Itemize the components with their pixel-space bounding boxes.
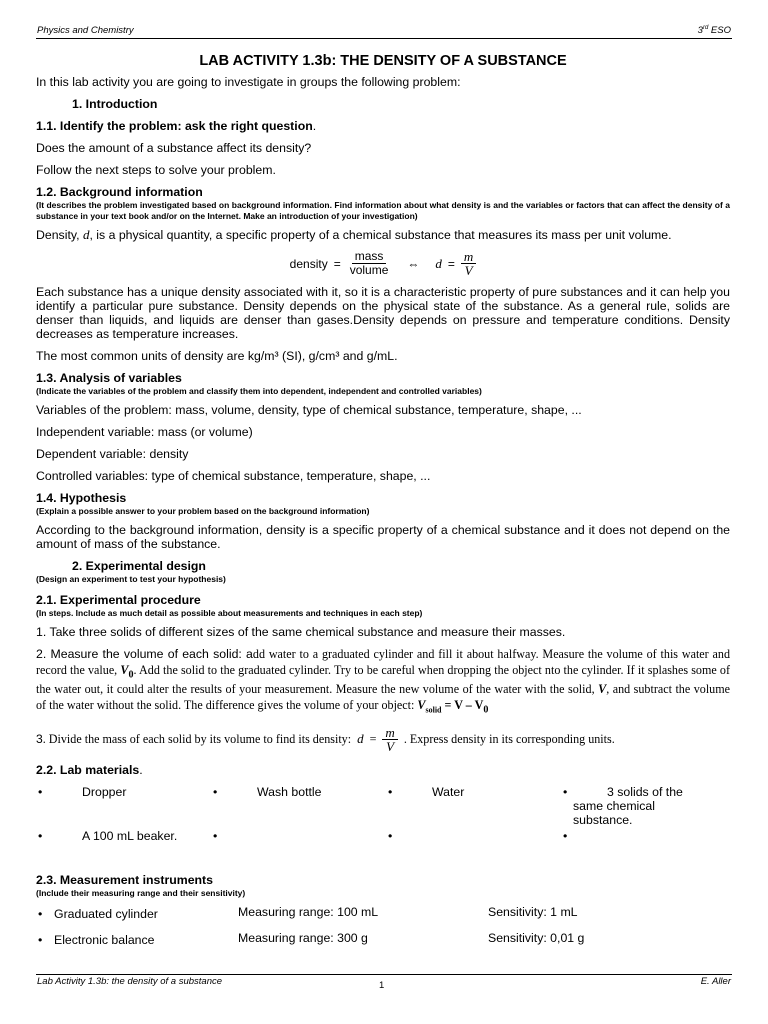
dependent-variable: Dependent variable: density: [36, 447, 189, 461]
instruments-note: (Include their measuring range and their sensitivity): [36, 887, 246, 898]
material-item: • A 100 mL beaker.: [38, 828, 178, 843]
problem-question: Does the amount of a substance affect its density?: [36, 141, 312, 155]
follow-steps-text: Follow the next steps to solve your problem.: [36, 163, 276, 177]
instrument-name: Graduated cylinder: [54, 906, 158, 921]
section-experimental-design: 2. Experimental design: [72, 559, 206, 573]
procedure-step-1: 1. Take three solids of different sizes of the same chemical substance and measure their masses.: [36, 625, 566, 639]
footer-author: E. Aller: [700, 976, 731, 987]
density-definition: Density, d, is a physical quantity, a specific property of a chemical substance that measures its mass per unit volume.: [36, 227, 672, 242]
page-number: 1: [379, 980, 385, 991]
background-note: (It describes the problem investigated based on background information. Find information about what density is and the variables or factors that can affect the density of a substance in your text book and/or on the Internet. Make an introduction of your investigation): [36, 200, 730, 221]
procedure-step-2: 2. Measure the volume of each solid: add water to a graduated cylinder and fill it about halfway. Measure the volume of this water and record the value, $V_0$. Add the solid to the graduated cylinder. Try to be careful when dropping the object nto the cylinder. If it splashes some of the water out, it could alter the results of your measurement. Measure the new volume of the water with the solid, V, and subtract the volume of the water without the solid. The difference gives the volume of your object: $V_{solid} = V - V_0$: [36, 647, 730, 716]
section-introduction: 1. Introduction: [72, 97, 158, 111]
instrument-sensitivity: Sensitivity: 0,01 g: [488, 930, 585, 945]
procedure-note: (In steps. Include as much detail as possible about measurements and techniques in each step): [36, 608, 423, 618]
section-instruments: 2.3. Measurement instruments: [36, 872, 213, 887]
instrument-sensitivity: Sensitivity: 1 mL: [488, 904, 578, 919]
section-lab-materials: 2.2. Lab materials.: [36, 762, 143, 777]
header-grade: 3rd ESO: [697, 25, 731, 37]
density-formula: density = $\frac{\text{mass}}{\text{volume}}$ ⇔ d = $\frac{m}{V}$: [36, 250, 730, 277]
instrument-range: Measuring range: 300 g: [238, 930, 368, 945]
material-item: • Dropper: [38, 784, 127, 799]
density-paragraph: Each substance has a unique density associated with it, so it is a characteristic property of pure substances and it can help you identify a particular pure substance. Density depends on the physical state of the substance. As a general rule, solids are denser than liquids, and liquids are denser than gases.Density depends on pressure and temperature conditions. Density decreases as temperature increases.: [36, 285, 730, 341]
instrument-row: • Electronic balance Measuring range: 300 g Sensitivity: 0,01 g: [38, 930, 585, 947]
intro-text: In this lab activity you are going to investigate in groups the following problem:: [36, 75, 461, 89]
material-item: • Water: [388, 784, 465, 799]
controlled-variables: Controlled variables: type of chemical substance, temperature, shape, ...: [36, 469, 431, 483]
independent-variable: Independent variable: mass (or volume): [36, 425, 253, 439]
material-item: • 3 solids of the same chemical substance.: [563, 784, 683, 827]
material-item: •: [388, 828, 393, 843]
page-header: [36, 24, 732, 39]
hypothesis-note: (Explain a possible answer to your problem based on the background information): [36, 506, 370, 516]
variables-list: Variables of the problem: mass, volume, density, type of chemical substance, temperature, shape, ...: [36, 403, 582, 417]
page-footer: [36, 974, 732, 995]
footer-title: Lab Activity 1.3b: the density of a substance: [37, 976, 223, 987]
instrument-range: Measuring range: 100 mL: [238, 904, 379, 919]
instrument-name: Electronic balance: [54, 932, 155, 947]
section-identify-problem: 1.1. Identify the problem: ask the right question.: [36, 119, 317, 133]
material-item: • Wash bottle: [213, 784, 322, 799]
material-item: •: [563, 828, 568, 843]
variables-note: (Indicate the variables of the problem and classify them into dependent, independent and controlled variables): [36, 386, 482, 396]
section-procedure: 2.1. Experimental procedure: [36, 593, 201, 607]
instrument-row: • Graduated cylinder Measuring range: 100 mL Sensitivity: 1 mL: [38, 904, 578, 921]
hypothesis-text: According to the background information, density is a specific property of a chemical substance and it does not depend on the amount of mass of the substance.: [36, 523, 730, 551]
header-subject: Physics and Chemistry: [37, 25, 134, 36]
section-background: 1.2. Background information: [36, 185, 203, 199]
density-units: The most common units of density are kg/m³ (SI), g/cm³ and g/mL.: [36, 349, 398, 363]
experimental-design-note: (Design an experiment to test your hypothesis): [36, 574, 226, 584]
materials-list: [36, 785, 730, 869]
procedure-step-3: 3. Divide the mass of each solid by its volume to find its density: d = $\frac{m}{V}$ . Express density in its corresponding units.: [36, 724, 615, 754]
section-hypothesis: 1.4. Hypothesis: [36, 491, 127, 505]
section-variables: 1.3. Analysis of variables: [36, 371, 182, 385]
document-body: [36, 52, 730, 955]
material-item: •: [213, 828, 218, 843]
document-title: LAB ACTIVITY 1.3b: THE DENSITY OF A SUBSTANCE: [199, 53, 567, 69]
